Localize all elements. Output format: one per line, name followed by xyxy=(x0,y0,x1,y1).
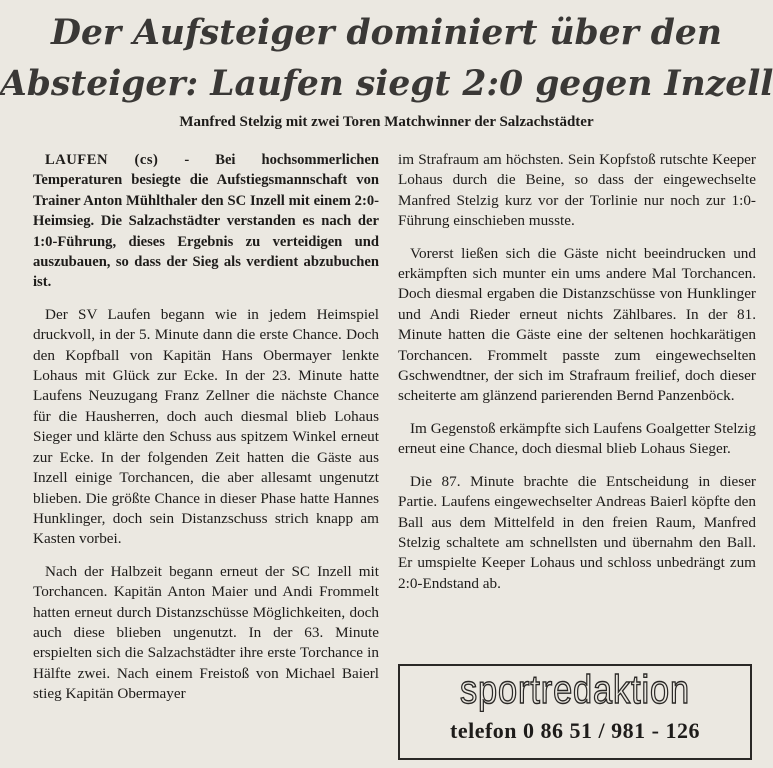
headline xyxy=(0,8,773,110)
headline-line-2: Absteiger: Laufen siegt 2:0 gegen Inzell xyxy=(0,64,773,104)
body-paragraph: im Strafraum am höchsten. Sein Kopfstoß rutschte Keeper Lohaus durch die Beine, so dass der eingewechselte Manfred Stelzig kurz vor der Torlinie nur noch zur 1:0-Führung einschieben musste. xyxy=(398,151,756,230)
dateline: LAUFEN (cs) xyxy=(45,152,159,168)
sport-desk-title: sportredaktion xyxy=(459,668,691,712)
body-paragraph: Vorerst ließen sich die Gäste nicht beeindrucken und erkämpften sich munter ein ums andere Mal Torchancen. Doch diesmal ergaben die Distanzschüsse von Hunklinger und Andi Rieder erneut nichts Zählbares. In der 81. Minute hatten die Gäste eine der seltenen hochkarätigen Torchancen. Frommelt passte zum eingewechselten Gschwendtner, der sich im Strafraum freilief, doch dieser scheiterte am glänzend parierenden Bernd Panzenböck. xyxy=(398,244,756,405)
subheadline: Manfred Stelzig mit zwei Toren Matchwinner der Salzachstädter xyxy=(179,114,594,130)
lead-paragraph xyxy=(33,150,379,293)
sport-desk-contact-box xyxy=(398,664,752,760)
body-paragraph: Nach der Halbzeit begann erneut der SC Inzell mit Torchancen. Kapitän Anton Maier und Andi Frommelt hatten erneut durch Distanzschüsse Möglichkeiten, doch auch diese blieben ungenutzt. In der 63. Minute erspielten sich die Salzachstädter ihre erste Torchance in Hälfte zwei. Nach einem Freistoß von Michael Baierl stieg Kapitän Obermayer xyxy=(33,562,379,703)
article-column-left xyxy=(33,150,379,717)
article-column-right xyxy=(398,150,756,606)
lead-text: - Bei hochsommerlichen Temperaturen besiegte die Aufstiegsmannschaft von Trainer Anton Mühlthaler den SC Inzell mit einem 2:0-Heimsieg. Die Salzachstädter verstanden es nach der 1:0-Führung, dieses Ergebnis zu verteidigen und auszubauen, so dass der Sieg als verdient abzubuchen ist. xyxy=(33,152,380,291)
headline-line-1: Der Aufsteiger dominiert über den xyxy=(51,13,722,53)
body-paragraph: Der SV Laufen begann wie in jedem Heimspiel druckvoll, in der 5. Minute dann die erste Chance. Doch den Kopfball von Kapitän Hans Obermayer lenkte Lohaus mit Glück zur Ecke. In der 23. Minute hatte Laufens Neuzugang Franz Zellner die nächste Chance für die Hausherren, doch auch diesmal blieb Lohaus Sieger und klärte den Schuss aus spitzem Winkel erneut zur Ecke. In der folgenden Zeit hatten die Gäste aus Inzell einige Torchancen, die aber allesamt ungenutzt blieben. Die größte Chance in dieser Phase hatte Hannes Hunklinger, doch sein Distanzschuss strich knapp am Kasten vorbei. xyxy=(33,305,379,548)
sport-desk-phone: telefon 0 86 51 / 981 - 126 xyxy=(450,718,700,743)
body-paragraph: Die 87. Minute brachte die Entscheidung in dieser Partie. Laufens eingewechselter Andreas Baierl köpfte den Ball aus dem Mittelfeld in den freien Raum, Manfred Stelzig schaltete am schnellsten und übernahm den Ball. Er umspielte Keeper Lohaus und schloss unbedrängt zum 2:0-Endstand ab. xyxy=(398,472,756,592)
body-paragraph: Im Gegenstoß erkämpfte sich Laufens Goalgetter Stelzig erneut eine Chance, doch diesmal blieb Lohaus Sieger. xyxy=(398,419,756,458)
